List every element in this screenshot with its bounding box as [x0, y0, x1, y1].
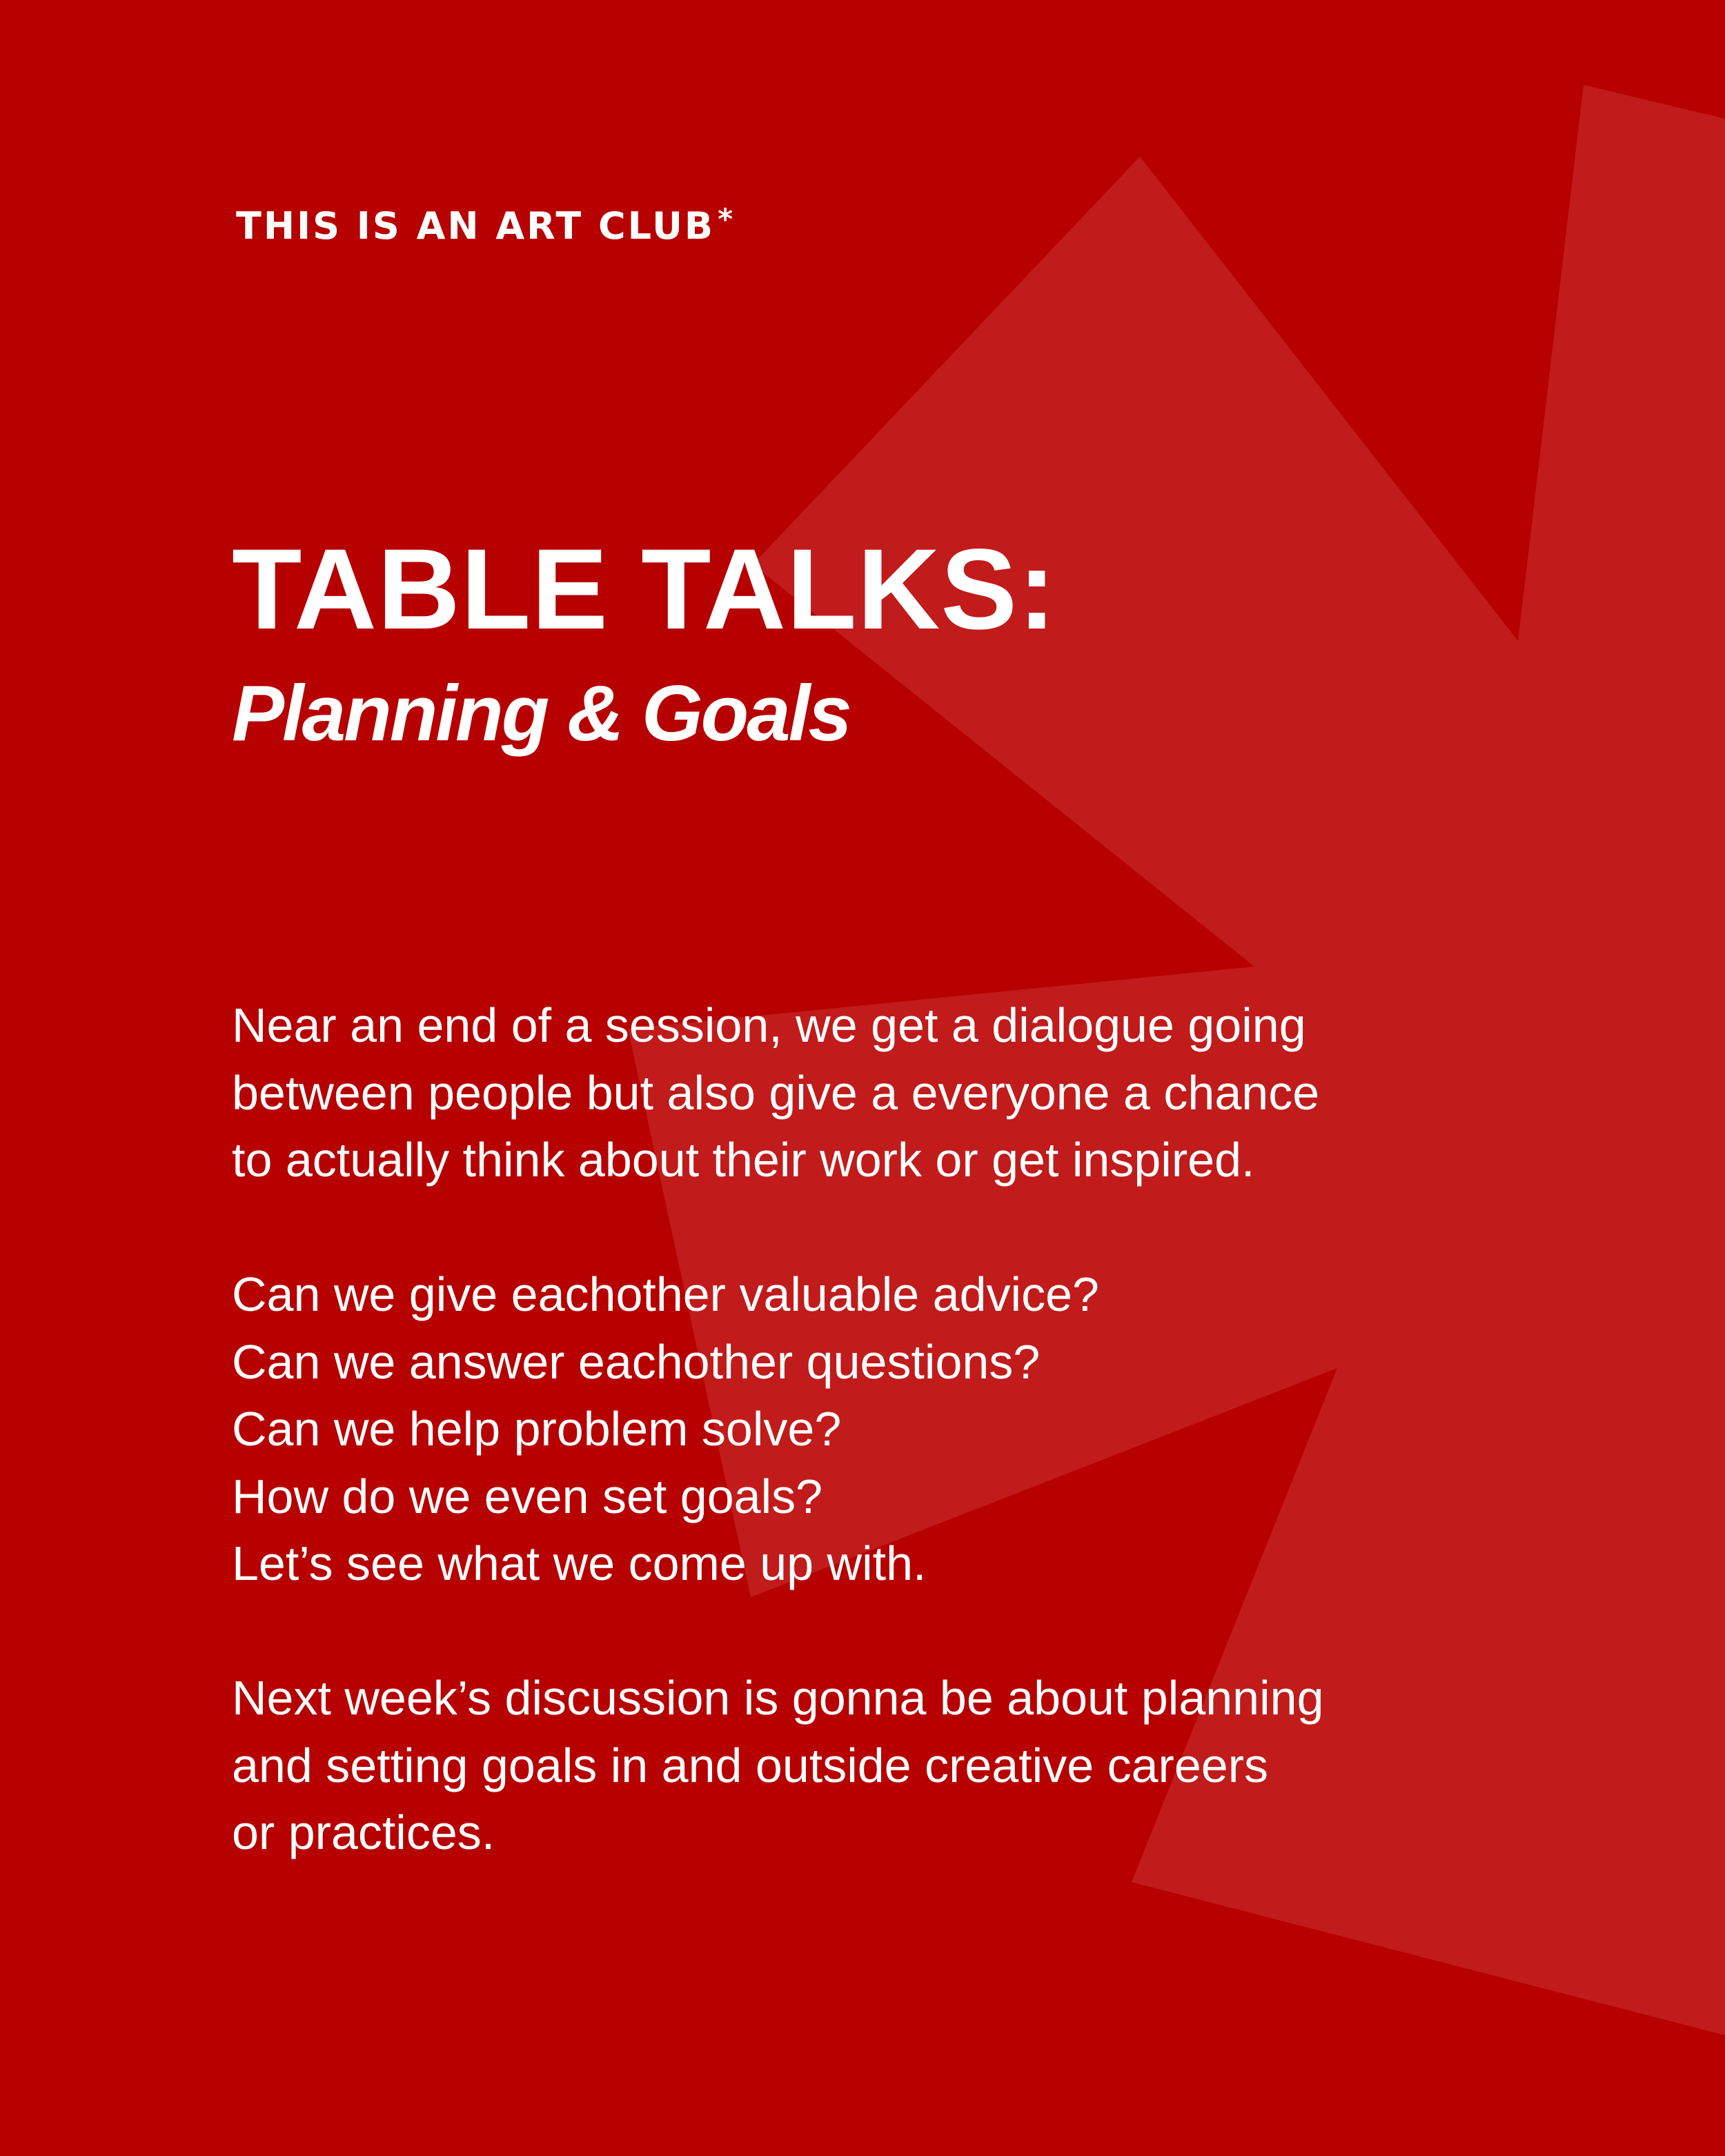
page-subtitle: Planning & Goals — [232, 670, 850, 758]
intro-line: Near an end of a session, we get a dialogue going — [232, 998, 1306, 1052]
brand-label: THIS IS AN ART CLUB — [236, 204, 716, 248]
question-line: Can we answer eachother questions? — [232, 1334, 1041, 1389]
question-line: Let’s see what we come up with. — [232, 1536, 927, 1590]
closing-line: Next week’s discussion is gonna be about planning — [232, 1671, 1324, 1725]
intro-paragraph — [232, 992, 1612, 1194]
page-title: TABLE TALKS: — [232, 526, 1057, 653]
brand-mark: * — [718, 202, 736, 236]
closing-paragraph — [232, 1665, 1612, 1867]
closing-line: and setting goals in and outside creative careers — [232, 1738, 1269, 1792]
question-line: Can we give eachother valuable advice? — [232, 1267, 1099, 1321]
brand-name — [236, 201, 735, 251]
closing-line: or practices. — [232, 1806, 495, 1859]
question-line: How do we even set goals? — [232, 1469, 823, 1523]
intro-line: to actually think about their work or get inspired. — [232, 1133, 1255, 1187]
description — [232, 992, 1612, 1934]
intro-line: between people but also give a everyone a chance — [232, 1065, 1320, 1120]
questions-paragraph — [232, 1261, 1612, 1598]
question-line: Can we help problem solve? — [232, 1402, 842, 1456]
